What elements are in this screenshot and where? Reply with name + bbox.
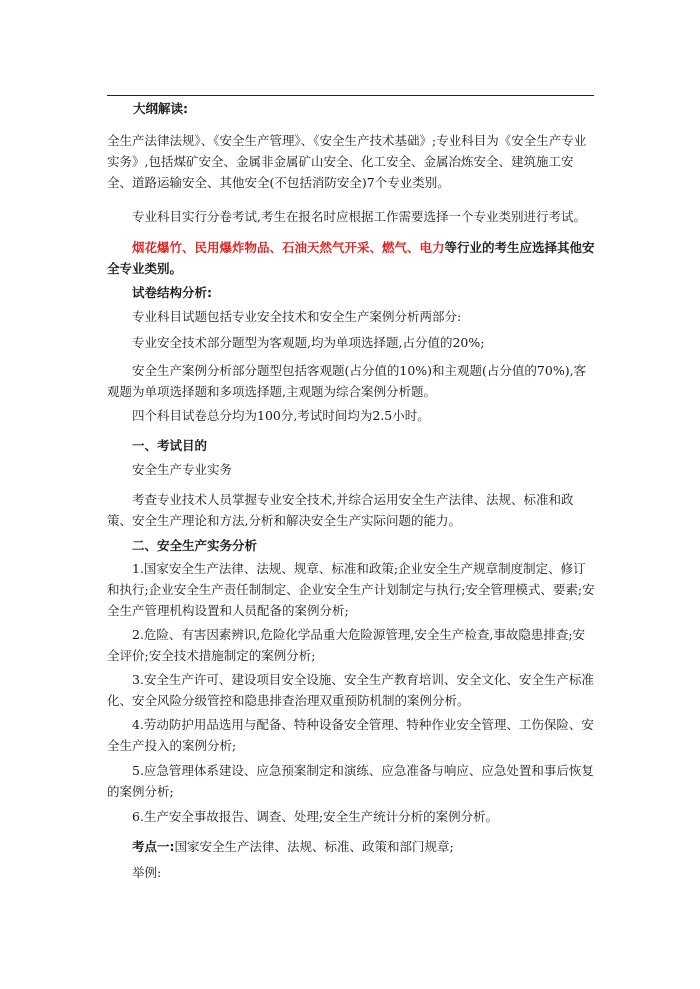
section1-body: 考查专业技术人员掌握专业安全技术,并综合运用安全生产法律、法规、标准和政策、安全生产理论和方法,分析和解决安全生产实际问题的能力。 — [107, 492, 574, 528]
intro-paragraph: 全生产法律法规》、《安全生产管理》、《安全生产技术基础》;专业科目为《安全生产专业实务》,包括煤矿安全、金属非金属矿山安全、化工安全、金属冶炼安全、建筑施工安全、道路运输安全、其他安全(不包括消防安全)7个专业类别。 — [107, 133, 587, 190]
list-item: 4.劳动防护用品选用与配备、特种设备安全管理、特种作业安全管理、工伤保险、安全生产投入的案例分析; — [107, 717, 594, 753]
section1-subtitle: 安全生产专业实务 — [132, 462, 233, 477]
split-exam-paragraph: 专业科目实行分卷考试,考生在报名时应根据工作需要选择一个专业类别进行考试。 — [132, 209, 586, 224]
header-rule — [107, 95, 594, 96]
red-industries: 烟花爆竹、民用爆炸物品、石油天然气开采、燃气、电力 — [132, 240, 445, 255]
structure-title: 试卷结构分析: — [132, 285, 212, 300]
red-notice-suffix: 等行业的考生应选择其他安全专业类别。 — [107, 240, 595, 276]
kaodian-text: 国家安全生产法律、法规、标准、政策和部门规章; — [174, 839, 454, 854]
list-item: 6.生产安全事故报告、调查、处理;安全生产统计分析的案例分析。 — [132, 809, 499, 824]
outline-title: 大纲解读: — [133, 101, 188, 116]
list-item: 3.安全生产许可、建设项目安全设施、安全生产教育培训、安全文化、安全生产标准化、安全风险分级管控和隐患排查治理双重预防机制的案例分析。 — [107, 672, 594, 708]
section2-title: 二、安全生产实务分析 — [132, 538, 258, 553]
list-item: 2.危险、有害因素辨识,危险化学品重大危险源管理,安全生产检查,事故隐患排查;安全评价;安全技术措施制定的案例分析; — [107, 627, 586, 663]
section1-title: 一、考试目的 — [132, 438, 208, 453]
example-label: 举例: — [132, 865, 162, 880]
kaodian-label: 考点一: — [132, 839, 175, 854]
list-item: 5.应急管理体系建设、应急预案制定和演练、应急准备与响应、应急处置和事后恢复的案例分析; — [107, 763, 594, 799]
structure-p1: 专业科目试题包括专业安全技术和安全生产案例分析两部分: — [132, 309, 462, 324]
structure-p3: 安全生产案例分析部分题型包括客观题(占分值的10%)和主观题(占分值的70%),客观题为单项选择题和多项选择题,主观题为综合案例分析题。 — [107, 363, 587, 399]
structure-p2: 专业安全技术部分题型为客观题,均为单项选择题,占分值的20%; — [132, 335, 485, 350]
structure-p4: 四个科目试卷总分均为100分,考试时间均为2.5小时。 — [132, 408, 430, 423]
kaodian-line — [107, 836, 597, 857]
list-item: 1.国家安全生产法律、法规、规章、标准和政策;企业安全生产规章制度制定、修订和执行;企业安全生产责任制制定、企业安全生产计划制定与执行;安全管理模式、要素;安全生产管理机构设置和人员配备的案例分析; — [107, 561, 595, 618]
red-notice-paragraph — [107, 237, 597, 279]
